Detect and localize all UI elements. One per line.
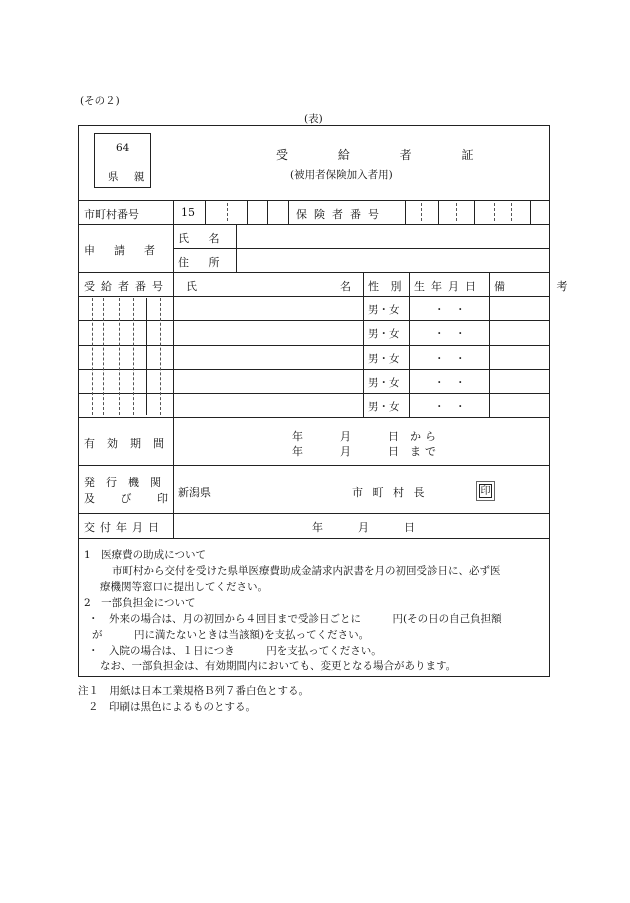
recipient-sex: 男・女 [368,304,400,316]
remarks-header: 備 考 [494,280,592,293]
form-variant-label: (その２) [80,95,120,107]
issuer-prefecture: 新潟県 [178,486,211,499]
form-title: 受 給 者 証 [276,148,497,162]
note-1-title: 1 医療費の助成について [84,549,206,561]
issue-date-year: 年 [312,521,323,534]
recipient-dob: ・ ・ [434,304,466,316]
recipient-sex: 男・女 [368,353,400,365]
validity-label: 有効期間 [84,437,176,450]
code-number: 64 [116,142,130,154]
applicant-name-label: 氏 名 [178,232,228,245]
recipient-dob: ・ ・ [434,401,466,413]
front-side-label: (表) [304,113,323,125]
recipient-dob: ・ ・ [434,328,466,340]
note-1-body-cont: 療機関等窓口に提出してください。 [100,581,268,593]
note-1-body: 市町村から交付を受けた県単医療費助成金請求内訳書を月の初回受診日に、必ず医 [112,565,501,577]
name-header-right: 名 [340,280,351,293]
applicant-address-label: 住 所 [178,256,228,269]
validity-to-year: 年 [292,445,303,458]
municipality-number-label: 市町村番号 [84,208,139,221]
footer-note-1: 注１ 用紙は日本工業規格Ｂ列７番白色とする。 [78,685,309,697]
validity-to-day: 日 [388,445,399,458]
official-seal-mark: 印 [480,486,491,497]
recipient-sex: 男・女 [368,377,400,389]
code-label: 県 親 [108,171,151,183]
dob-header: 生年月日 [414,280,482,293]
name-header-left: 氏 [186,280,197,293]
issuer-label-line1: 発行機関 [84,476,172,489]
note-2-outpatient: ・ 外来の場合は、月の初回から４回目まで受診日ごとに 円(その日の自己負担額 [88,613,502,625]
issue-date-month: 月 [358,521,369,534]
recipient-number-header: 受給者番号 [84,280,169,293]
recipient-dob: ・ ・ [434,353,466,365]
municipality-prefix: 15 [181,206,195,219]
issuer-mayor: 市 町 村 長 [352,486,428,499]
sex-header: 性 別 [368,280,406,293]
note-2-change: なお、一部負担金は、有効期間内においても、変更となる場合があります。 [100,660,457,672]
form-subtitle: (被用者保険加入者用) [290,169,393,181]
issue-date-label: 交付年月日 [84,521,164,534]
insurer-number-label: 保険者番号 [296,208,386,221]
validity-to-month: 月 [340,445,351,458]
recipient-sex: 男・女 [368,328,400,340]
footer-note-2: ２ 印刷は黒色によるものとする。 [88,701,256,713]
recipient-dob: ・ ・ [434,377,466,389]
applicant-label: 申請者 [84,244,174,257]
note-2-outpatient-cont: が 円に満たないときは当該額)を支払ってください。 [92,629,370,641]
recipient-sex: 男・女 [368,401,400,413]
issuer-label-line2: 及 び 印 [84,492,179,505]
note-2-inpatient: ・ 入院の場合は、１日につき 円を支払ってください。 [88,645,382,657]
issue-date-day: 日 [404,521,415,534]
note-2-title: 2 一部負担金について [84,597,196,609]
validity-from-year: 年 [292,430,303,443]
validity-to-suffix: まで [410,445,440,458]
validity-from-suffix: から [410,430,440,443]
validity-from-day: 日 [388,430,399,443]
validity-from-month: 月 [340,430,351,443]
